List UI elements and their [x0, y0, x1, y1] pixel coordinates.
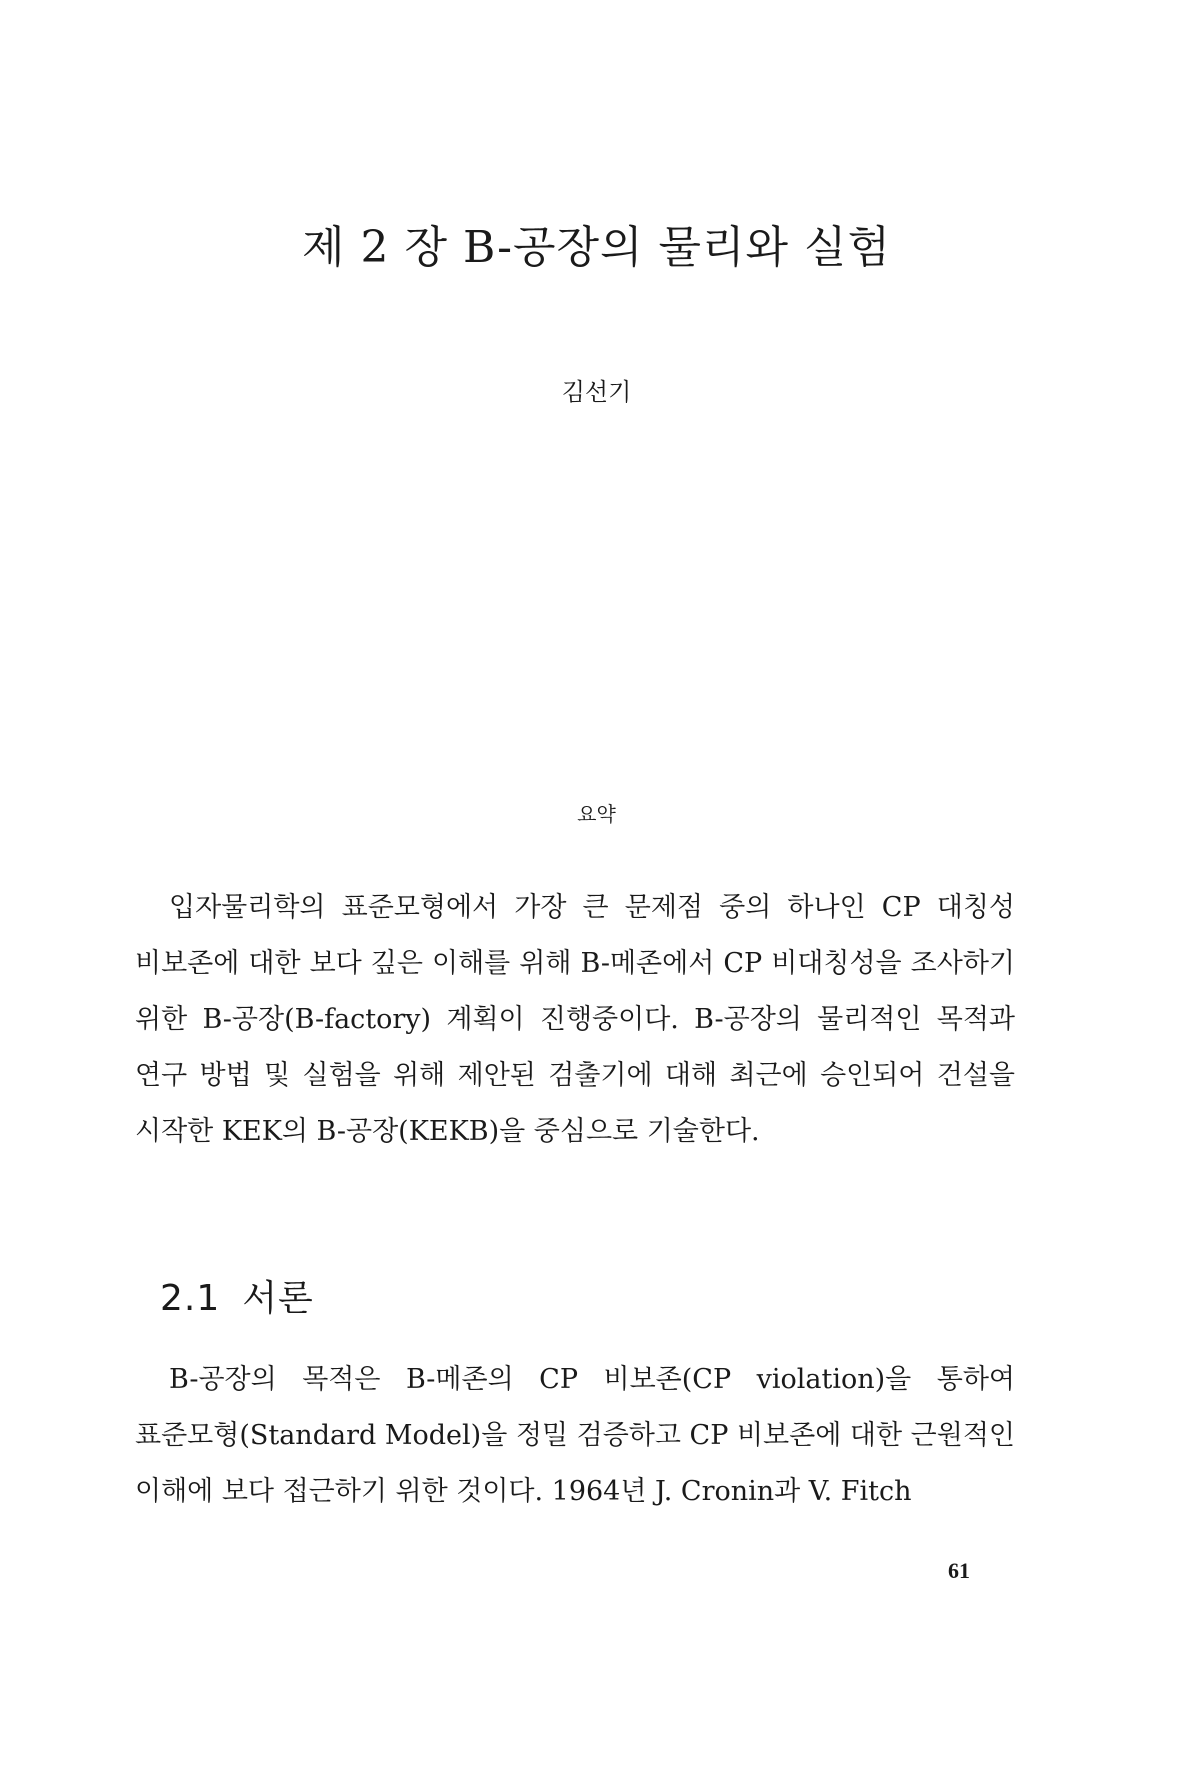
section-heading	[160, 1270, 314, 1321]
abstract-paragraph: 입자물리학의 표준모형에서 가장 큰 문제점 중의 하나인 CP 대칭성 비보존에 대한 보다 깊은 이해를 위해 B-메존에서 CP 비대칭성을 조사하기 위한 B-공장(B-factory) 계획이 진행중이다. B-공장의 물리적인 목적과 연구 방법 및 실험을 위해 제안된 검출기에 대해 최근에 승인되어 건설을 시작한 KEK의 B-공장(KEKB)을 중심으로 기술한다.	[135, 892, 1015, 1147]
section-number: 2.1	[160, 1278, 221, 1319]
author-name: 김선기	[561, 378, 632, 406]
page-number: 61	[948, 1558, 970, 1583]
abstract-heading: 요약	[577, 802, 616, 826]
section-title: 서론	[242, 1278, 314, 1319]
chapter-title: 제 2 장 B-공장의 물리와 실험	[302, 222, 891, 273]
section-paragraph: B-공장의 목적은 B-메존의 CP 비보존(CP violation)을 통하여 표준모형(Standard Model)을 정밀 검증하고 CP 비보존에 대한 근원적인 이해에 보다 접근하기 위한 것이다. 1964년 J. Cronin과 V. Fitch	[135, 1364, 1015, 1507]
